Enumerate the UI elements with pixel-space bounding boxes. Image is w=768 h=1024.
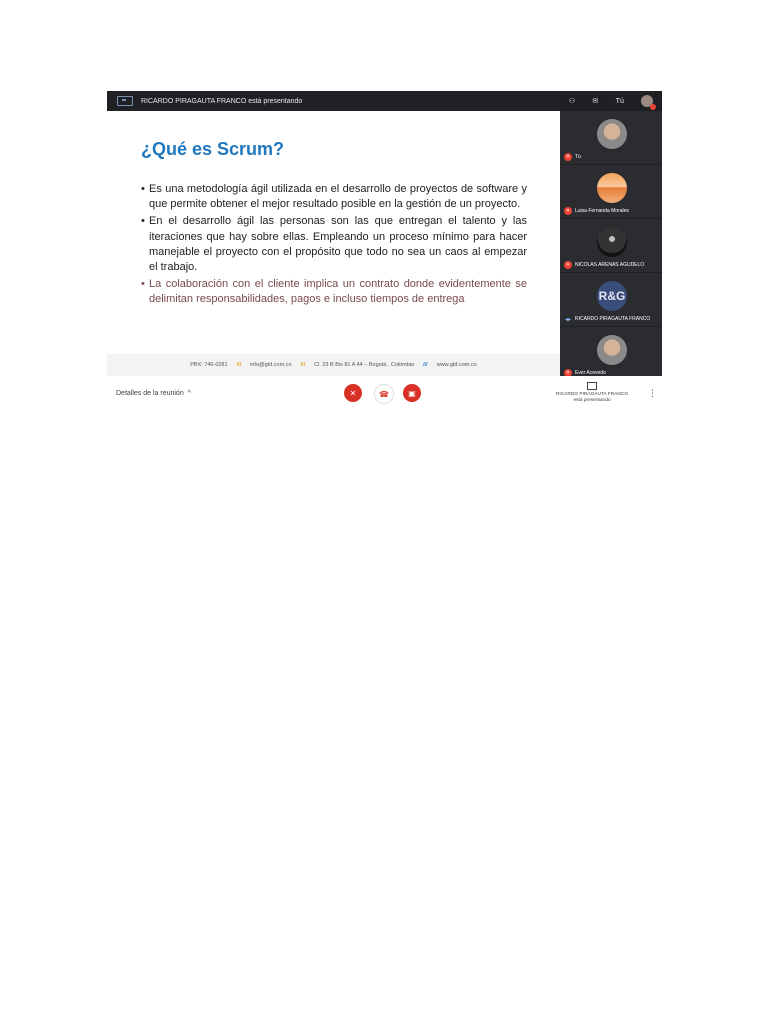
- participant-name-row: [564, 261, 644, 269]
- leave-call-button[interactable]: [374, 384, 394, 404]
- notification-badge: [650, 104, 656, 110]
- footer-pbx: PBX: 746-0281: [190, 362, 228, 368]
- meeting-window: [107, 91, 662, 411]
- participant-tile[interactable]: [560, 327, 662, 381]
- camera-toggle-button[interactable]: [403, 384, 421, 402]
- screen-share-icon: [117, 96, 133, 106]
- self-label: Tú: [615, 97, 624, 105]
- mic-off-icon: ✕: [565, 370, 571, 376]
- more-options-icon[interactable]: ⋮: [648, 388, 657, 398]
- mic-off-icon: ✕: [565, 154, 571, 160]
- participant-tile[interactable]: [560, 219, 662, 273]
- participant-name: RICARDO PIRAGAUTA FRANCO: [575, 316, 651, 322]
- mic-off-icon: ✕: [565, 208, 571, 214]
- mic-off-icon: ✕: [565, 262, 571, 268]
- present-screen-icon: [587, 382, 597, 390]
- participant-name: Ever Acevedo: [575, 370, 606, 376]
- participant-name: Tú: [575, 154, 581, 160]
- footer-email: info@gtd.com.co: [250, 362, 292, 368]
- slide-bullets: [141, 182, 527, 310]
- meeting-details-label: Detalles de la reunión: [116, 390, 184, 397]
- mic-off-icon: ✕: [349, 388, 357, 398]
- mic-toggle-button[interactable]: [344, 384, 362, 402]
- footer-separator: ///: [236, 362, 242, 368]
- participant-name: Luisa Fernanda Morales: [575, 208, 629, 214]
- bullet-item: • En el desarrollo ágil las personas son las que entregan el talento y las iteraciones que hay sobre ellas. Empleando un proceso mínimo para hacer manejable el proyecto con el propósito que todo no sea un caos al empezar el trabajo.: [141, 214, 527, 275]
- avatar: [597, 227, 627, 257]
- people-icon[interactable]: ⚇: [568, 98, 575, 105]
- avatar: R&G: [597, 281, 627, 311]
- participant-name-row: [564, 153, 581, 161]
- footer-separator: ///: [423, 362, 428, 368]
- footer-address: Cl. 23 B Bis 81 A 44 – Bogotá , Colombia: [314, 362, 415, 368]
- participant-tile[interactable]: [560, 111, 662, 165]
- footer-separator: ///: [300, 362, 306, 368]
- speaking-icon: ◂▸: [564, 316, 572, 323]
- slide-footer: [107, 354, 560, 376]
- footer-web: www.gtd.com.co: [436, 362, 477, 368]
- avatar: [597, 335, 627, 365]
- participant-tile[interactable]: [560, 165, 662, 219]
- slide-title: ¿Qué es Scrum?: [141, 139, 285, 159]
- bullet-item: • La colaboración con el cliente implica un contrato donde evidentemente se delimitan responsabilidades, pagos e incluso tiempos de entrega: [141, 277, 527, 307]
- hang-up-icon: ☎: [379, 389, 389, 399]
- camera-off-icon: ▣: [408, 388, 416, 398]
- presenter-bar: [107, 91, 560, 111]
- chat-icon[interactable]: ✉: [592, 98, 599, 105]
- meeting-details-button[interactable]: [116, 390, 191, 397]
- self-avatar[interactable]: [641, 95, 653, 107]
- avatar: [597, 119, 627, 149]
- shared-slide: [107, 111, 560, 376]
- bullet-item: • Es una metodología ágil utilizada en el desarrollo de proyectos de software y que permite obtener el mejor resultado posible en la gestión de un proyecto.: [141, 182, 527, 212]
- participant-name: NICOLAS ARENAS AGUDELO: [575, 262, 645, 268]
- presenter-text: RICARDO PIRAGAUTA FRANCO está presentando: [141, 97, 303, 105]
- participant-name-row: [564, 207, 629, 215]
- participant-tile[interactable]: [560, 273, 662, 327]
- control-bar: [107, 376, 662, 411]
- chevron-up-icon: ^: [185, 390, 191, 397]
- presenting-status-text: está presentando: [573, 398, 611, 403]
- avatar: [597, 173, 627, 203]
- participant-list: [560, 111, 662, 381]
- presenting-name: RICARDO PIRAGAUTA FRANCO: [555, 392, 629, 397]
- participant-name-row: [564, 315, 650, 323]
- presenting-status[interactable]: [547, 382, 637, 404]
- top-toolbar: [560, 91, 662, 111]
